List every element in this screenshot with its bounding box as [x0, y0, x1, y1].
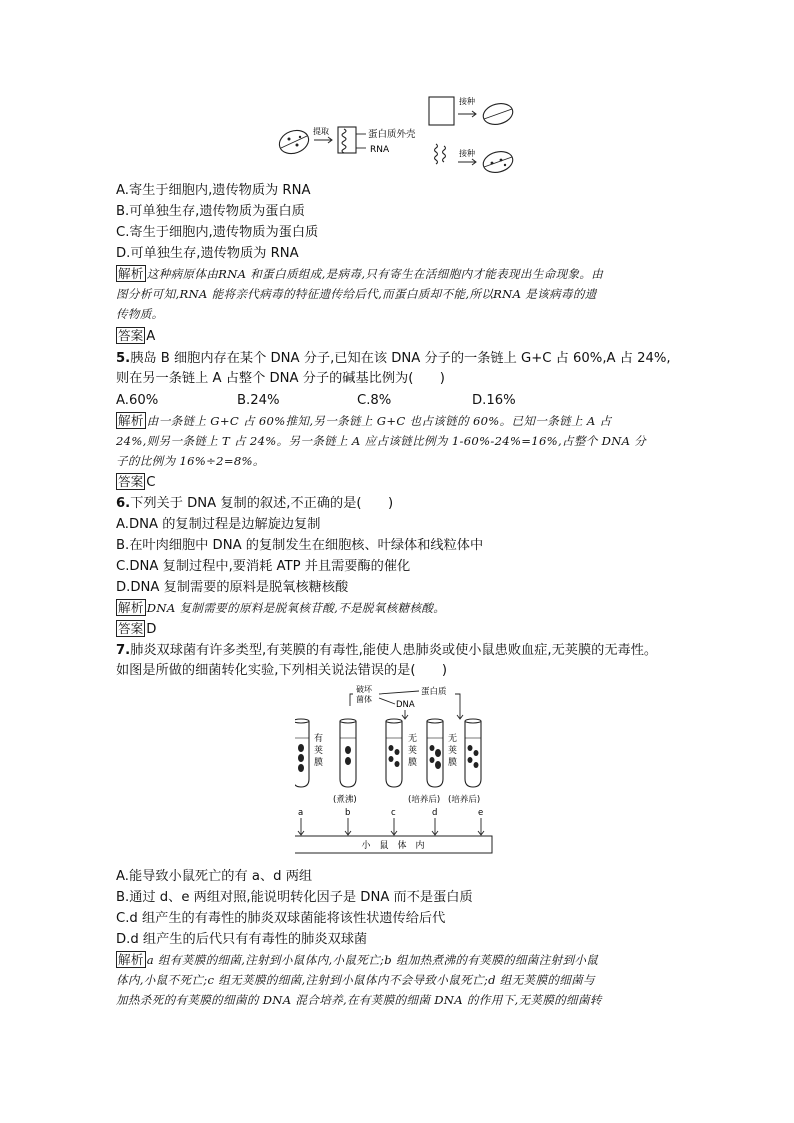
- q4-option-c: C.寄生于细胞内,遗传物质为蛋白质: [116, 225, 319, 240]
- q5-stem-line-2: 则在另一条链上 A 占整个 DNA 分子的碱基比例为( ): [116, 371, 445, 386]
- q5-option-a: A.60%: [116, 393, 159, 408]
- group-arrows: [298, 818, 484, 835]
- q6-option-b: B.在叶肉细胞中 DNA 的复制发生在细胞核、叶绿体和线粒体中: [116, 538, 484, 553]
- arrow-inoculate-top: [458, 111, 476, 117]
- answer-tag: 答案: [118, 474, 144, 489]
- cultured-label-1: (培养后): [408, 795, 441, 805]
- q4-analysis-line-2: 图分析可知,RNA 能将亲代病毒的特征遗传给后代,而蛋白质却不能,所以RNA 是该病毒的遗: [116, 287, 597, 301]
- q7-analysis-line-3: 加热杀死的有荚膜的细菌的 DNA 混合培养,在有荚膜的细菌 DNA 的作用下,无荚膜的细菌转: [116, 993, 602, 1007]
- tube-d: [427, 719, 443, 787]
- no-capsule-label-1c: 膜: [408, 758, 418, 768]
- q5-option-d: D.16%: [472, 393, 516, 408]
- q5-option-c: C.8%: [357, 393, 392, 408]
- virus-particle-icon: [338, 127, 356, 153]
- transformation-diagram: [295, 684, 495, 856]
- q7-stem-line-2: 如图是所做的细菌转化实验,下列相关说法错误的是( ): [116, 663, 447, 678]
- tube-c: [386, 719, 402, 787]
- q7-stem-line-1: 7.肺炎双球菌有许多类型,有荚膜的有毒性,能使人患肺炎或使小鼠患败血症,无荚膜的无毒性。: [116, 643, 658, 658]
- tube-b: [340, 719, 356, 787]
- boiled-label: (煮沸): [333, 795, 357, 805]
- virus-diagram: [276, 92, 526, 178]
- rna-strand-icon: [435, 144, 438, 164]
- q4-analysis-line-1: 解析 这种病原体由RNA 和蛋白质组成,是病毒,只有寄生在活细胞内才能表现出生命现象。由: [118, 266, 604, 281]
- q4-option-a: A.寄生于细胞内,遗传物质为 RNA: [116, 183, 311, 198]
- protein-coat-label: 蛋白质外壳: [368, 129, 416, 140]
- capsule-label-2: 荚: [314, 746, 324, 756]
- q7-option-b: B.通过 d、e 两组对照,能说明转化因子是 DNA 而不是蛋白质: [116, 890, 473, 905]
- q7-analysis-line-2: 体内,小鼠不死亡;c 组无荚膜的细菌,注射到小鼠体内不会导致小鼠死亡;d 组无荚膜的细菌与: [116, 973, 595, 987]
- q5-stem-line-1: 5.胰岛 B 细胞内存在某个 DNA 分子,已知在该 DNA 分子的一条链上 G+C 占 60%,A 占 24%,: [116, 351, 671, 366]
- infected-leaf-result-icon: [481, 148, 515, 175]
- q4-option-d: D.可单独生存,遗传物质为 RNA: [116, 246, 299, 261]
- analysis-tag: 解析: [118, 413, 144, 428]
- capsule-label-1: 有: [314, 734, 324, 744]
- no-capsule-label-2a: 无: [448, 734, 458, 744]
- q6-option-a: A.DNA 的复制过程是边解旋边复制: [116, 517, 321, 532]
- q6-option-d: D.DNA 复制需要的原料是脱氧核糖核酸: [116, 580, 349, 595]
- no-capsule-label-2b: 荚: [448, 746, 458, 756]
- arrow-to-tube-e: [455, 694, 463, 719]
- inoculate-label-bottom: 接种: [459, 149, 475, 158]
- group-label-a: a: [298, 808, 304, 818]
- q6-number: 6.: [116, 496, 131, 511]
- q5-analysis-line-3: 子的比例为 16%÷2=8%。: [116, 454, 265, 468]
- q6-answer: [116, 620, 156, 639]
- q6-answer-value: D: [146, 622, 157, 637]
- extract-label: 提取: [313, 127, 329, 136]
- q5-analysis-line-2: 24%,则另一条链上 T 占 24%。另一条链上 A 应占该链比例为 1-60%-24%=16%,占整个 DNA 分: [116, 434, 647, 448]
- no-capsule-label-1a: 无: [408, 734, 418, 744]
- arrow-extract: [314, 137, 332, 143]
- q4-option-b: B.可单独生存,遗传物质为蛋白质: [116, 204, 305, 219]
- group-label-b: b: [345, 808, 351, 818]
- cultured-label-2: (培养后): [448, 795, 481, 805]
- rna-coil: [342, 129, 346, 153]
- q4-answer-value: A: [146, 329, 156, 344]
- arrow-to-tube-d: [402, 710, 408, 719]
- infected-leaf-icon: [276, 127, 312, 158]
- q7-option-c: C.d 组产生的有毒性的肺炎双球菌能将该性状遗传给后代: [116, 911, 446, 926]
- inoculate-label-top: 接种: [459, 97, 475, 106]
- healthy-leaf-icon: [481, 100, 515, 127]
- tube-a: [295, 719, 309, 787]
- rna-label: RNA: [370, 145, 390, 155]
- q7-number: 7.: [116, 643, 131, 658]
- dna-label: DNA: [396, 700, 415, 710]
- destroy-label-2: 菌体: [356, 695, 372, 704]
- q5-analysis-line-1: 解析 由一条链上 G+C 占 60%推知,另一条链上 G+C 也占该链的 60%。已知一条链上 A 占: [118, 413, 612, 428]
- analysis-tag: 解析: [118, 952, 144, 967]
- answer-tag: 答案: [118, 328, 144, 343]
- q7-option-d: D.d 组产生的后代只有有毒性的肺炎双球菌: [116, 932, 368, 947]
- answer-tag: 答案: [118, 621, 144, 636]
- q6-analysis: 解析 DNA 复制需要的原料是脱氧核苷酸,不是脱氧核糖核酸。: [118, 600, 446, 615]
- q7-analysis-line-1: 解析 a 组有荚膜的细菌,注射到小鼠体内,小鼠死亡;b 组加热煮沸的有荚膜的细菌注射到小鼠: [118, 952, 599, 967]
- no-capsule-label-2c: 膜: [448, 758, 458, 768]
- destroy-label-1: 破坏: [356, 685, 372, 694]
- analysis-tag: 解析: [118, 600, 144, 615]
- q4-answer: [116, 327, 155, 346]
- no-capsule-label-1b: 荚: [408, 746, 418, 756]
- capsule-label-3: 膜: [314, 758, 324, 768]
- group-label-c: c: [391, 808, 396, 818]
- q6-option-c: C.DNA 复制过程中,要消耗 ATP 并且需要酶的催化: [116, 559, 411, 574]
- mouse-box-label: 小 鼠 体 内: [361, 841, 425, 851]
- q5-number: 5.: [116, 351, 131, 366]
- group-label-e: e: [478, 808, 484, 818]
- arrow-inoculate-bottom: [458, 159, 476, 165]
- protein-coat-box: [429, 97, 454, 125]
- protein-label: 蛋白质: [421, 687, 447, 697]
- q5-answer: [116, 473, 155, 492]
- q7-option-a: A.能导致小鼠死亡的有 a、d 两组: [116, 869, 313, 884]
- q4-analysis-line-3: 传物质。: [116, 307, 164, 321]
- analysis-tag: 解析: [118, 266, 144, 281]
- q5-answer-value: C: [146, 475, 156, 490]
- group-label-d: d: [432, 808, 438, 818]
- q6-stem: 6.下列关于 DNA 复制的叙述,不正确的是( ): [116, 496, 394, 511]
- tube-e: [465, 719, 481, 787]
- q5-option-b: B.24%: [237, 393, 280, 408]
